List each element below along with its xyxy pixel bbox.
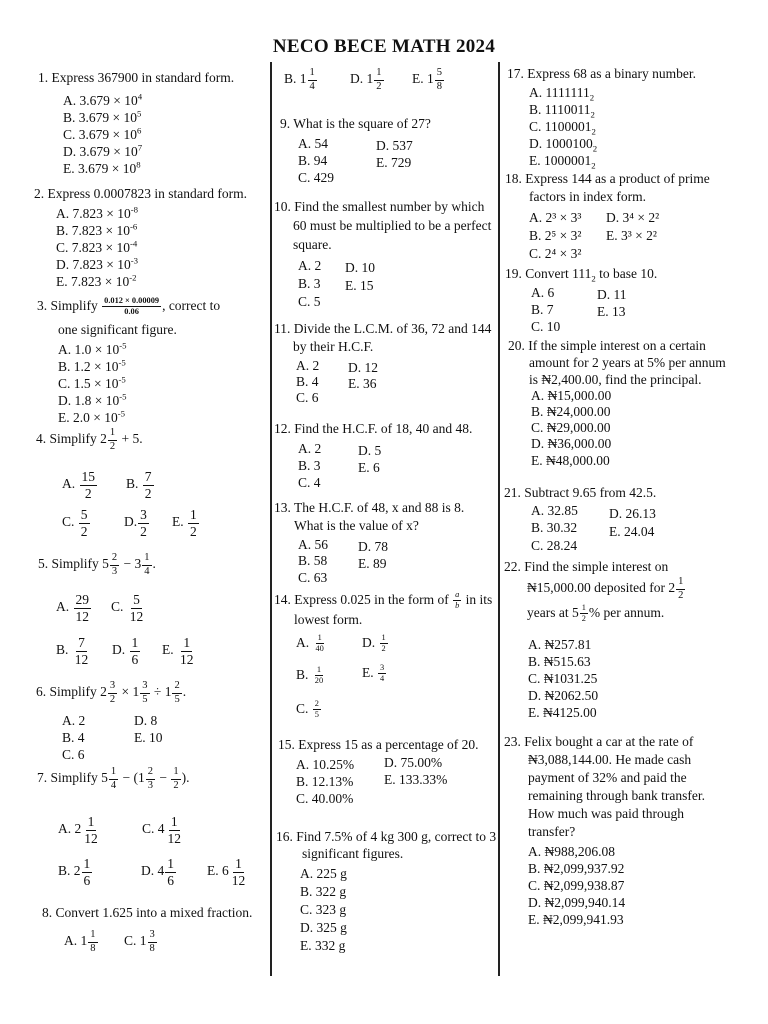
- q1-option-e: E. $3.679 \times 10^8$: [63, 159, 141, 176]
- q11-option-d: D. 12: [348, 360, 378, 375]
- question-23-line1: 23. Felix bought a car at the rate of: [504, 734, 694, 749]
- q23-option-c: C. ₦2,099,938.87: [528, 878, 625, 893]
- q7-option-d: D. 4 $\frac{1}{6}$: [141, 856, 174, 888]
- q20-option-e: E. ₦48,000.00: [531, 453, 610, 468]
- question-5: 5. Simplify 5 $\frac{2}{3}$ − 3 $\frac{1}{4}$ .: [38, 552, 156, 577]
- q12-option-c: C. 4: [298, 475, 321, 490]
- q23-option-a: A. ₦988,206.08: [528, 844, 615, 859]
- question-22-line3: years at 5 $\frac{1}{2}$ % per annum.: [527, 603, 665, 624]
- q18-option-e: E. 3³ × 2²: [606, 228, 657, 243]
- q2-option-e: E. $7.823 \times 10^{-2}$: [56, 272, 137, 289]
- q21-option-b: B. 30.32: [531, 520, 578, 535]
- question-3: 3. Simplify $\frac{0.012 \times 0.00009}{0.06}$ , correct to: [37, 296, 221, 317]
- q16-option-c: C. 323 g: [300, 902, 347, 917]
- q17-option-b: B. $1110011_2$: [529, 102, 595, 120]
- q3-option-a: A. $1.0 \times 10^{-5}$: [58, 340, 127, 357]
- question-18-line1: 18. Express 144 as a product of prime: [505, 171, 710, 186]
- q14-option-d: D. $\frac{1}{2}$: [362, 633, 386, 654]
- q9-option-b: B. 94: [298, 153, 328, 168]
- q17-option-e: E. $1000001_2$: [529, 153, 596, 171]
- q8-option-c: C. 1 $\frac{3}{8}$: [124, 929, 155, 954]
- question-3-line2: one significant figure.: [58, 322, 177, 337]
- q9-option-a: A. 54: [298, 136, 328, 151]
- q4-option-e: E. $\frac{1}{2}$: [172, 507, 197, 539]
- question-10-line2: 60 must be multiplied to be a perfect: [293, 218, 492, 233]
- q6-option-e: E. 10: [134, 730, 163, 745]
- q3-option-e: E. $2.0 \times 10^{-5}$: [58, 408, 126, 425]
- q7-option-a: A. 2 $\frac{1}{12}$: [58, 814, 98, 846]
- question-9: 9. What is the square of 27?: [280, 116, 431, 131]
- q14-option-b: B. $\frac{1}{20}$: [296, 665, 324, 686]
- q3-option-c: C. $1.5 \times 10^{-5}$: [58, 374, 126, 391]
- q5-option-a: A. $\frac{29}{12}$: [56, 592, 89, 624]
- q6-option-b: B. 4: [62, 730, 85, 745]
- page-title: NECO BECE MATH 2024: [272, 36, 496, 57]
- q14-option-c: C. $\frac{2}{5}$: [296, 699, 319, 720]
- question-11-line2: by their H.C.F.: [293, 339, 374, 354]
- q12-option-b: B. 3: [298, 458, 321, 473]
- question-21: 21. Subtract 9.65 from 42.5.: [504, 485, 657, 500]
- q23-option-b: B. ₦2,099,937.92: [528, 861, 625, 876]
- q22-option-a: A. ₦257.81: [528, 637, 592, 652]
- question-10-line3: square.: [293, 237, 332, 252]
- question-18-line2: factors in index form.: [529, 189, 646, 204]
- question-14: 14. Express 0.025 in the form of $\frac{a}{b}$ in its: [274, 590, 493, 611]
- q13-option-c: C. 63: [298, 570, 328, 585]
- q12-option-e: E. 6: [358, 460, 380, 475]
- q2-option-d: D. $7.823 \times 10^{-3}$: [56, 255, 139, 272]
- q6-option-d: D. 8: [134, 713, 158, 728]
- q5-option-b: B. $\frac{7}{12}$: [56, 635, 89, 667]
- question-1: 1. Express 367900 in standard form.: [38, 70, 235, 85]
- q14-option-a: A. $\frac{1}{40}$: [296, 633, 324, 654]
- question-20-line3: is ₦2,400.00, find the principal.: [529, 372, 702, 387]
- question-16-line2: significant figures.: [302, 846, 404, 861]
- q5-option-e: E. $\frac{1}{12}$: [162, 635, 194, 667]
- q20-option-c: C. ₦29,000.00: [531, 420, 611, 435]
- q1-option-b: B. $3.679 \times 10^5$: [63, 108, 142, 125]
- question-7: 7. Simplify 5 $\frac{1}{4}$ − (1 $\frac{2}{3}$ − $\frac{1}{2}$ ).: [37, 766, 190, 791]
- question-23-line5: How much was paid through: [528, 806, 684, 821]
- q21-option-c: C. 28.24: [531, 538, 578, 553]
- q9-option-c: C. 429: [298, 170, 335, 185]
- question-16-line1: 16. Find 7.5% of 4 kg 300 g, correct to 3: [276, 829, 497, 844]
- question-2: 2. Express 0.0007823 in standard form.: [34, 186, 247, 201]
- q15-option-b: B. 12.13%: [296, 774, 354, 789]
- q10-option-c: C. 5: [298, 294, 321, 309]
- q23-option-e: E. ₦2,099,941.93: [528, 912, 624, 927]
- question-6: 6. Simplify 2 $\frac{3}{2}$ × 1 $\frac{3}{5}$ ÷ 1 $\frac{2}{5}$ .: [36, 680, 187, 705]
- q22-option-b: B. ₦515.63: [528, 654, 591, 669]
- q19-option-b: B. 7: [531, 302, 554, 317]
- question-20-line1: 20. If the simple interest on a certain: [508, 338, 706, 353]
- q6-option-c: C. 6: [62, 747, 85, 762]
- q18-option-a: A. 2³ × 3³: [529, 210, 582, 225]
- q10-option-b: B. 3: [298, 276, 321, 291]
- q10-option-e: E. 15: [345, 278, 374, 293]
- q13-option-e: E. 89: [358, 556, 387, 571]
- q7-option-e: E. 6 $\frac{1}{12}$: [207, 856, 246, 888]
- q15-option-e: E. 133.33%: [384, 772, 448, 787]
- q11-option-b: B. 4: [296, 374, 319, 389]
- question-8: 8. Convert 1.625 into a mixed fraction.: [42, 905, 253, 920]
- question-23-line2: ₦3,088,144.00. He made cash: [528, 752, 692, 767]
- question-4: 4. Simplify 2 $\frac{1}{2}$ + 5.: [36, 427, 143, 452]
- q21-option-d: D. 26.13: [609, 506, 656, 521]
- q10-option-d: D. 10: [345, 260, 375, 275]
- q9-option-e: E. 729: [376, 155, 412, 170]
- q2-option-b: B. $7.823 \times 10^{-6}$: [56, 221, 138, 238]
- q8-option-e: E. 1 $\frac{5}{8}$: [412, 67, 443, 92]
- q13-option-d: D. 78: [358, 539, 388, 554]
- q3-option-d: D. $1.8 \times 10^{-5}$: [58, 391, 127, 408]
- q2-option-c: C. $7.823 \times 10^{-4}$: [56, 238, 138, 255]
- q12-option-d: D. 5: [358, 443, 382, 458]
- q17-option-c: C. $1100001_2$: [529, 119, 596, 137]
- q22-option-d: D. ₦2062.50: [528, 688, 599, 703]
- q14-option-e: E. $\frac{3}{4}$: [362, 663, 385, 684]
- q20-option-d: D. ₦36,000.00: [531, 436, 612, 451]
- q15-option-c: C. 40.00%: [296, 791, 354, 806]
- q18-option-d: D. 3⁴ × 2²: [606, 210, 660, 225]
- question-13-line1: 13. The H.C.F. of 48, x and 88 is 8.: [274, 500, 465, 515]
- question-10-line1: 10. Find the smallest number by which: [274, 199, 485, 214]
- question-23-line4: remaining through bank transfer.: [528, 788, 705, 803]
- q16-option-b: B. 322 g: [300, 884, 347, 899]
- q8-option-d: D. 1 $\frac{1}{2}$: [350, 67, 382, 92]
- q15-option-a: A. 10.25%: [296, 757, 355, 772]
- q16-option-d: D. 325 g: [300, 920, 347, 935]
- q21-option-a: A. 32.85: [531, 503, 578, 518]
- q13-option-b: B. 58: [298, 553, 328, 568]
- q20-option-b: B. ₦24,000.00: [531, 404, 611, 419]
- q19-option-c: C. 10: [531, 319, 561, 334]
- q15-option-d: D. 75.00%: [384, 755, 443, 770]
- q3-option-b: B. $1.2 \times 10^{-5}$: [58, 357, 126, 374]
- q16-option-a: A. 225 g: [300, 866, 347, 881]
- question-17: 17. Express 68 as a binary number.: [507, 66, 696, 81]
- q8-option-b: B. 1 $\frac{1}{4}$: [284, 67, 315, 92]
- q5-option-c: C. $\frac{5}{12}$: [111, 592, 144, 624]
- question-11-line1: 11. Divide the L.C.M. of 36, 72 and 144: [274, 321, 492, 336]
- question-22-line2: ₦15,000.00 deposited for 2 $\frac{1}{2}$: [527, 576, 684, 601]
- question-22-line1: 22. Find the simple interest on: [504, 559, 669, 574]
- question-14-line2: lowest form.: [294, 612, 363, 627]
- q5-option-d: D. $\frac{1}{6}$: [112, 635, 139, 667]
- question-23-line6: transfer?: [528, 824, 576, 839]
- q4-option-b: B. $\frac{7}{2}$: [126, 469, 152, 501]
- q19-option-e: E. 13: [597, 304, 626, 319]
- column-divider-right: [498, 62, 500, 976]
- q21-option-e: E. 24.04: [609, 524, 655, 539]
- q22-option-c: C. ₦1031.25: [528, 671, 598, 686]
- q17-option-d: D. $1000100_2$: [529, 136, 598, 154]
- q16-option-e: E. 332 g: [300, 938, 346, 953]
- q19-option-d: D. 11: [597, 287, 627, 302]
- question-13-line2: What is the value of x?: [294, 518, 419, 533]
- q17-option-a: A. $1111111_2$: [529, 85, 595, 103]
- q1-option-c: C. $3.679 \times 10^6$: [63, 125, 142, 142]
- q19-option-a: A. 6: [531, 285, 555, 300]
- q1-option-d: D. $3.679 \times 10^7$: [63, 142, 143, 159]
- q22-option-e: E. ₦4125.00: [528, 705, 597, 720]
- q7-option-c: C. 4 $\frac{1}{12}$: [142, 814, 182, 846]
- q7-option-b: B. 2 $\frac{1}{6}$: [58, 856, 91, 888]
- q4-option-d: D. $\frac{3}{2}$: [124, 507, 147, 539]
- q4-option-c: C. $\frac{5}{2}$: [62, 507, 88, 539]
- q20-option-a: A. ₦15,000.00: [531, 388, 612, 403]
- q12-option-a: A. 2: [298, 441, 322, 456]
- q8-option-a: A. 1 $\frac{1}{8}$: [64, 929, 96, 954]
- column-divider-left: [270, 62, 272, 976]
- question-23-line3: payment of 32% and paid the: [528, 770, 687, 785]
- q9-option-d: D. 537: [376, 138, 413, 153]
- q18-option-c: C. 2⁴ × 3²: [529, 246, 582, 261]
- q13-option-a: A. 56: [298, 537, 328, 552]
- q10-option-a: A. 2: [298, 258, 322, 273]
- q2-option-a: A. $7.823 \times 10^{-8}$: [56, 204, 139, 221]
- question-15: 15. Express 15 as a percentage of 20.: [278, 737, 479, 752]
- q1-option-a: A. $3.679 \times 10^4$: [63, 91, 143, 108]
- q6-option-a: A. 2: [62, 713, 86, 728]
- question-19: 19. Convert $111_2$ to base 10.: [505, 266, 658, 284]
- q18-option-b: B. 2⁵ × 3²: [529, 228, 582, 243]
- q4-option-a: A. $\frac{15}{2}$: [62, 469, 95, 501]
- question-20-line2: amount for 2 years at 5% per annum: [529, 355, 726, 370]
- q11-option-a: A. 2: [296, 358, 320, 373]
- q23-option-d: D. ₦2,099,940.14: [528, 895, 626, 910]
- q11-option-c: C. 6: [296, 390, 319, 405]
- q11-option-e: E. 36: [348, 376, 377, 391]
- question-12: 12. Find the H.C.F. of 18, 40 and 48.: [274, 421, 473, 436]
